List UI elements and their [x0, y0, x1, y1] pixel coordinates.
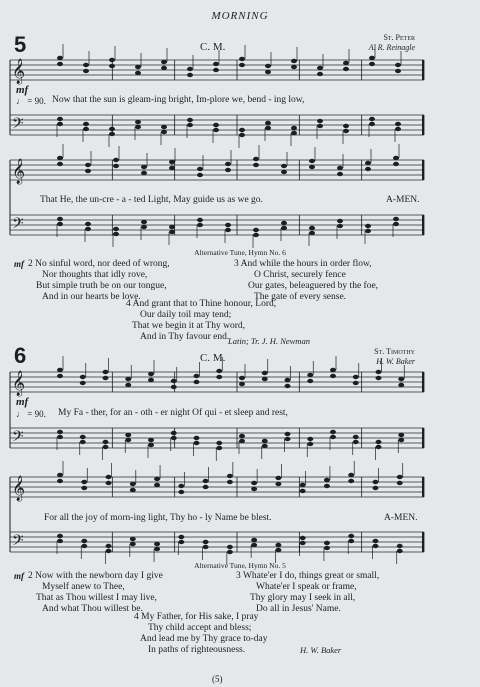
note-head	[57, 62, 63, 66]
note-head	[239, 434, 245, 438]
note-head	[398, 433, 404, 437]
note-head	[291, 59, 297, 63]
note-head	[397, 475, 403, 479]
note-head	[57, 122, 63, 126]
dynamic-marking: mf	[16, 84, 29, 96]
note-head	[369, 62, 375, 66]
note-head	[130, 488, 136, 492]
note-head	[135, 71, 141, 75]
note-head	[348, 539, 354, 543]
note-head	[324, 478, 330, 482]
note-head	[300, 483, 306, 487]
note-head	[330, 374, 336, 378]
note-head	[125, 438, 131, 442]
note-head	[227, 550, 233, 554]
note-head	[395, 69, 401, 73]
note-head	[154, 477, 160, 481]
note-head	[265, 64, 271, 68]
note-head	[307, 379, 313, 383]
note-head	[103, 445, 109, 449]
note-head	[281, 164, 287, 168]
amen: A-MEN.	[384, 513, 418, 523]
note-head	[125, 377, 131, 381]
note-head	[171, 436, 177, 440]
bass-clef: 𝄢	[12, 115, 24, 136]
note-head	[171, 385, 177, 389]
note-head	[251, 487, 257, 491]
note-head	[80, 440, 86, 444]
note-head	[337, 172, 343, 176]
note-head	[369, 117, 375, 121]
note-head	[57, 435, 63, 439]
note-head	[285, 432, 291, 436]
note-head	[275, 543, 281, 547]
tempo-marking: ♩ = 90.	[16, 96, 46, 106]
note-head	[135, 120, 141, 124]
note-head	[253, 233, 259, 237]
note-head	[353, 381, 359, 385]
note-head	[197, 173, 203, 177]
note-head	[253, 228, 259, 232]
note-head	[239, 439, 245, 443]
note-head	[251, 481, 257, 485]
note-head	[285, 378, 291, 382]
stanza-3: 3 Whate'er I do, things great or small, Whate'er I speak or frame, Thy glory may I seek in all, Do all in Jesus' Name.	[236, 571, 380, 614]
note-head	[393, 156, 399, 160]
note-head	[372, 539, 378, 543]
note-head	[154, 547, 160, 551]
note-head	[213, 68, 219, 72]
note-head	[125, 433, 131, 437]
bass-clef: 𝄢	[12, 215, 24, 236]
stanza-dynamic: mf	[14, 571, 24, 581]
note-head	[103, 376, 109, 380]
note-head	[330, 368, 336, 372]
note-head	[285, 437, 291, 441]
note-head	[369, 56, 375, 60]
alternative-tune: Alternative Tune, Hymn No. 5	[194, 561, 286, 570]
note-head	[365, 161, 371, 165]
attribution: Latin; Tr. J. H. Newman	[228, 336, 310, 346]
note-head	[130, 537, 136, 541]
note-head	[57, 534, 63, 538]
note-head	[309, 159, 315, 163]
note-head	[57, 479, 63, 483]
composer: H. W. Baker	[376, 357, 415, 366]
note-head	[161, 60, 167, 64]
note-head	[171, 379, 177, 383]
note-head	[106, 481, 112, 485]
note-head	[337, 166, 343, 170]
hymn-meter: C. M.	[200, 352, 226, 364]
note-head	[376, 440, 382, 444]
note-head	[227, 474, 233, 478]
note-head	[365, 224, 371, 228]
note-head	[57, 374, 63, 378]
note-head	[141, 225, 147, 229]
alternative-tune: Alternative Tune, Hymn No. 6	[194, 248, 286, 257]
note-head	[253, 163, 259, 167]
note-head	[213, 123, 219, 127]
note-head	[109, 64, 115, 68]
note-head	[275, 476, 281, 480]
note-head	[397, 481, 403, 485]
page-header: MORNING	[211, 10, 269, 22]
lyrics-line: That He, the un-cre - a - ted Light, May guide us as we go.	[40, 195, 263, 205]
note-head	[262, 444, 268, 448]
note-head	[171, 431, 177, 435]
note-head	[80, 435, 86, 439]
stanza-2: 2 No sinful word, nor deed of wrong, Nor thoughts that idly rove, But simple truth be on our tongue, And in our hearts be love.	[28, 259, 170, 302]
note-head	[239, 133, 245, 137]
note-head	[169, 230, 175, 234]
stanza-dynamic: mf	[14, 259, 24, 269]
note-head	[395, 127, 401, 131]
note-head	[281, 221, 287, 225]
note-head	[203, 545, 209, 549]
note-head	[197, 218, 203, 222]
note-head	[275, 482, 281, 486]
note-head	[343, 124, 349, 128]
note-head	[109, 58, 115, 62]
note-head	[372, 544, 378, 548]
note-head	[187, 118, 193, 122]
note-head	[57, 368, 63, 372]
note-head	[239, 376, 245, 380]
note-head	[291, 126, 297, 130]
note-head	[135, 65, 141, 69]
note-head	[81, 480, 87, 484]
note-head	[239, 57, 245, 61]
note-head	[135, 125, 141, 129]
note-head	[187, 73, 193, 77]
note-head	[225, 168, 231, 172]
note-head	[309, 226, 315, 230]
note-head	[372, 486, 378, 490]
note-head	[203, 540, 209, 544]
note-head	[291, 131, 297, 135]
note-head	[317, 124, 323, 128]
note-head	[353, 440, 359, 444]
note-head	[291, 65, 297, 69]
note-head	[57, 56, 63, 60]
note-head	[376, 445, 382, 449]
note-head	[324, 546, 330, 550]
note-head	[281, 170, 287, 174]
note-head	[178, 535, 184, 539]
page-number: (5)	[212, 674, 223, 684]
note-head	[57, 430, 63, 434]
note-head	[337, 219, 343, 223]
note-head	[265, 126, 271, 130]
note-head	[239, 382, 245, 386]
note-head	[57, 539, 63, 543]
note-head	[113, 164, 119, 168]
note-head	[265, 70, 271, 74]
note-head	[307, 437, 313, 441]
note-head	[83, 122, 89, 126]
note-head	[106, 475, 112, 479]
note-head	[148, 438, 154, 442]
note-head	[213, 62, 219, 66]
note-head	[353, 435, 359, 439]
note-head	[83, 69, 89, 73]
note-head	[148, 443, 154, 447]
note-head	[262, 371, 268, 375]
note-head	[169, 225, 175, 229]
note-head	[154, 483, 160, 487]
note-head	[161, 125, 167, 129]
treble-clef: 𝄞	[12, 159, 26, 184]
note-head	[372, 480, 378, 484]
note-head	[161, 130, 167, 134]
hymn-number: 6	[14, 343, 27, 368]
stanza-3: 3 And while the hours in order flow, O Christ, securely fence Our gates, beleaguered by the foe, The gate of every sense.	[234, 259, 379, 302]
note-head	[317, 72, 323, 76]
note-head	[130, 542, 136, 546]
note-head	[262, 377, 268, 381]
note-head	[130, 482, 136, 486]
note-head	[216, 441, 222, 445]
note-head	[393, 222, 399, 226]
note-head	[109, 127, 115, 131]
note-head	[275, 548, 281, 552]
note-head	[57, 156, 63, 160]
dynamic-marking: mf	[16, 396, 29, 408]
note-head	[113, 232, 119, 236]
note-head	[225, 228, 231, 232]
note-head	[85, 169, 91, 173]
note-head	[300, 489, 306, 493]
note-head	[85, 222, 91, 226]
note-head	[57, 217, 63, 221]
note-head	[317, 66, 323, 70]
note-head	[125, 383, 131, 387]
note-head	[148, 378, 154, 382]
lyrics-line: For all the joy of morn-ing light, Thy ho - ly Name be blest.	[44, 513, 272, 523]
note-head	[239, 63, 245, 67]
note-head	[57, 117, 63, 121]
note-head	[348, 534, 354, 538]
note-head	[57, 162, 63, 166]
note-head	[161, 66, 167, 70]
note-head	[154, 542, 160, 546]
stanza-2: 2 Now with the newborn day I give Myself anew to Thee, That as Thou willest I may live, And what Thou willest be.	[28, 571, 163, 614]
note-head	[80, 375, 86, 379]
note-head	[216, 369, 222, 373]
note-head	[376, 376, 382, 380]
bass-clef: 𝄢	[12, 428, 24, 449]
note-head	[194, 374, 200, 378]
note-head	[169, 160, 175, 164]
note-head	[83, 127, 89, 131]
note-head	[194, 380, 200, 384]
note-head	[194, 436, 200, 440]
note-head	[141, 165, 147, 169]
note-head	[187, 67, 193, 71]
note-head	[398, 377, 404, 381]
note-head	[57, 473, 63, 477]
note-head	[178, 490, 184, 494]
hymn-number: 5	[14, 32, 27, 57]
tune-name: St. Peter	[383, 33, 415, 42]
note-head	[324, 484, 330, 488]
lyrics-line: Now that the sun is gleam-ing bright, Im-plore we, bend - ing low,	[52, 95, 305, 105]
note-head	[309, 165, 315, 169]
amen: A-MEN.	[386, 195, 420, 205]
note-head	[397, 549, 403, 553]
note-head	[141, 220, 147, 224]
note-head	[227, 545, 233, 549]
note-head	[106, 549, 112, 553]
note-head	[81, 486, 87, 490]
note-head	[395, 63, 401, 67]
note-head	[365, 167, 371, 171]
note-head	[106, 544, 112, 548]
note-head	[109, 132, 115, 136]
note-head	[85, 227, 91, 231]
note-head	[369, 122, 375, 126]
note-head	[203, 485, 209, 489]
note-head	[178, 540, 184, 544]
stanza-4: 4 And grant that to Thine honour, Lord, Our daily toil may tend; That we begin it at Thy word, And in Thy favour end.	[126, 299, 277, 342]
note-head	[365, 229, 371, 233]
bass-clef: 𝄢	[12, 532, 24, 553]
note-head	[169, 166, 175, 170]
note-head	[81, 544, 87, 548]
note-head	[83, 63, 89, 67]
treble-clef: 𝄞	[12, 371, 26, 396]
note-head	[141, 171, 147, 175]
note-head	[251, 538, 257, 542]
note-head	[317, 119, 323, 123]
composer: A. R. Reinagle	[368, 43, 415, 52]
note-head	[307, 442, 313, 446]
note-head	[85, 163, 91, 167]
note-head	[395, 122, 401, 126]
note-head	[343, 67, 349, 71]
note-head	[393, 162, 399, 166]
note-head	[353, 375, 359, 379]
note-head	[253, 157, 259, 161]
note-head	[227, 480, 233, 484]
tune-name: St. Timothy	[374, 347, 415, 356]
note-head	[397, 544, 403, 548]
note-head	[262, 439, 268, 443]
note-head	[376, 370, 382, 374]
treble-clef: 𝄞	[12, 476, 26, 501]
note-head	[57, 222, 63, 226]
note-head	[398, 383, 404, 387]
note-head	[309, 231, 315, 235]
note-head	[285, 384, 291, 388]
note-head	[225, 162, 231, 166]
note-head	[330, 430, 336, 434]
note-head	[178, 484, 184, 488]
note-head	[300, 541, 306, 545]
note-head	[300, 536, 306, 540]
note-head	[225, 223, 231, 227]
note-head	[194, 441, 200, 445]
note-head	[281, 226, 287, 230]
treble-clef: 𝄞	[12, 59, 26, 84]
note-head	[197, 167, 203, 171]
note-head	[148, 372, 154, 376]
stanza-4: 4 My Father, for His sake, I pray Thy child accept and bless; And lead me by Thy grace to-day In paths of righteousness.	[134, 612, 268, 655]
note-head	[103, 370, 109, 374]
note-head	[187, 123, 193, 127]
lyrics-line: My Fa - ther, for an - oth - er night Of qui - et sleep and rest,	[58, 408, 288, 418]
tempo-marking: ♩ = 90.	[16, 409, 46, 419]
note-head	[251, 543, 257, 547]
note-head	[265, 121, 271, 125]
note-head	[197, 223, 203, 227]
attribution: H. W. Baker	[300, 645, 342, 655]
note-head	[103, 440, 109, 444]
note-head	[348, 479, 354, 483]
note-head	[393, 217, 399, 221]
note-head	[80, 381, 86, 385]
note-head	[398, 438, 404, 442]
note-head	[330, 435, 336, 439]
note-head	[216, 446, 222, 450]
note-head	[213, 128, 219, 132]
note-head	[343, 61, 349, 65]
note-head	[81, 539, 87, 543]
note-head	[216, 375, 222, 379]
note-head	[203, 479, 209, 483]
hymn-meter: C. M.	[200, 41, 226, 53]
note-head	[113, 158, 119, 162]
note-head	[343, 129, 349, 133]
note-head	[113, 227, 119, 231]
note-head	[324, 541, 330, 545]
note-head	[337, 224, 343, 228]
note-head	[307, 373, 313, 377]
note-head	[348, 473, 354, 477]
note-head	[239, 128, 245, 132]
